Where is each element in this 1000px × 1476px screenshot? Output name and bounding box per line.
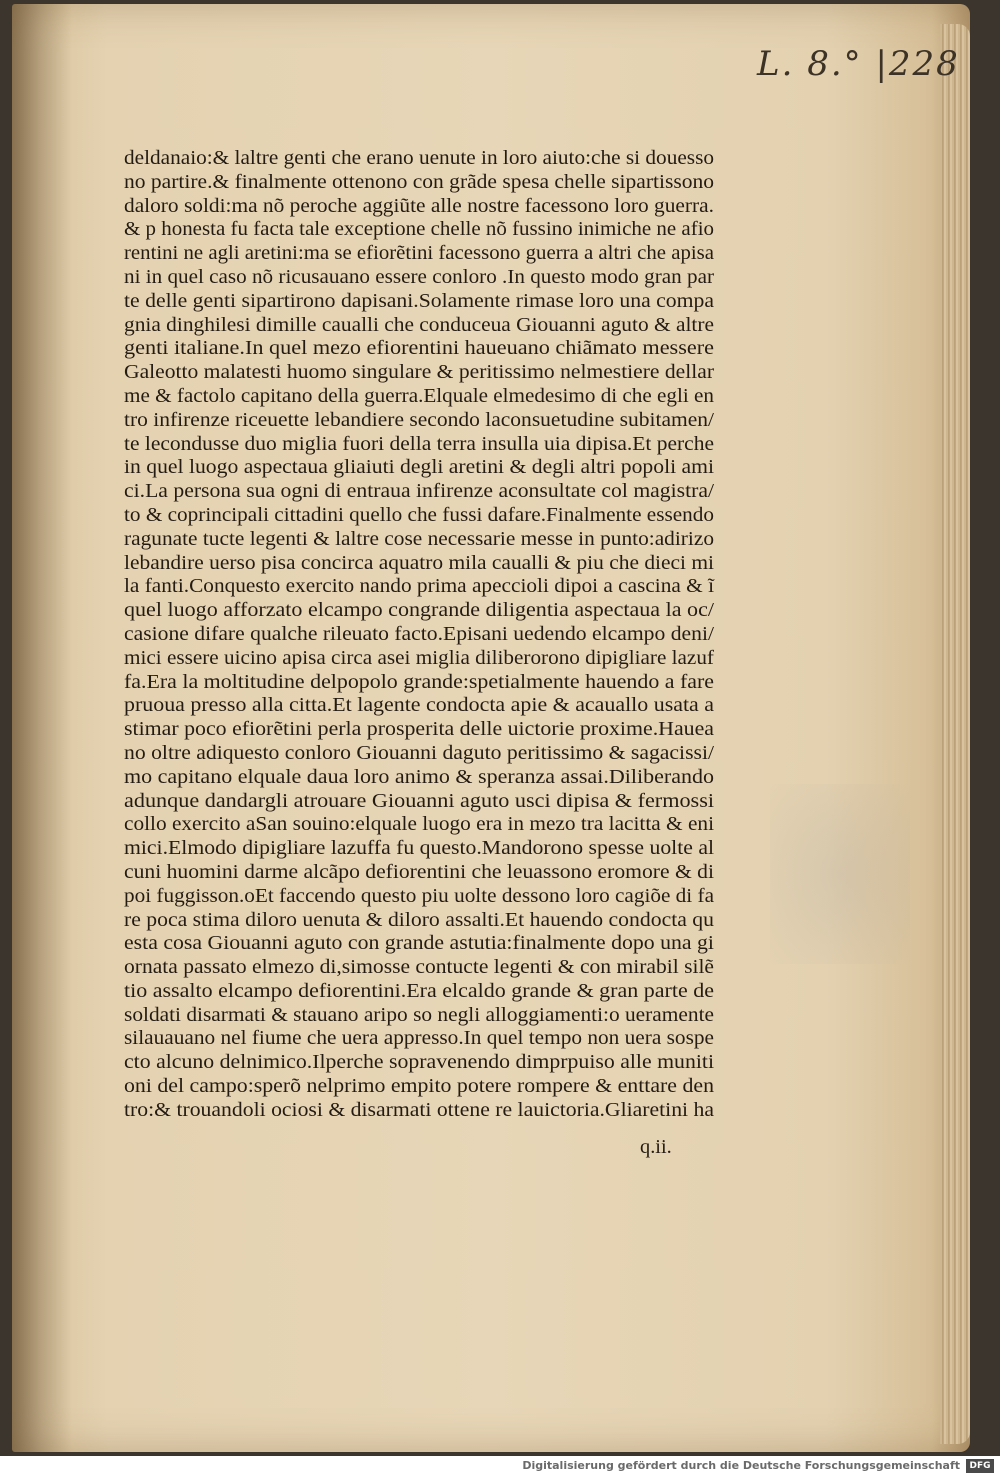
text-line: no partire.& finalmente ottenono con grãde spesa chelle sipartissono: [124, 170, 714, 193]
text-line: la fanti.Conquesto exercito nando prima apeccioli dipoi a cascina & ĩ: [124, 575, 714, 598]
text-line: soldati disarmati & stauano aripo so negli alloggiamenti:o ueramente: [124, 1003, 714, 1026]
text-line: gnia dinghilesi dimille caualli che conduceua Giouanni aguto & altre: [124, 313, 714, 336]
text-line: tro:& trouandoli ociosi & disarmati ottene re lauictoria.Gliaretini ha: [124, 1098, 714, 1121]
text-line: ragunate tucte legenti & laltre cose necessarie messe in punto:adirizo: [124, 527, 714, 550]
page-edges: [940, 24, 970, 1444]
text-line: daloro soldi:ma nõ peroche aggiũte alle nostre facessono loro guerra.: [124, 194, 714, 217]
text-line: to & coprincipali cittadini quello che fussi dafare.Finalmente essendo: [124, 503, 714, 526]
text-line: & p honesta fu facta tale exceptione chelle nõ fussino inimiche ne afio: [124, 218, 714, 241]
text-line: poi fuggisson.oEt faccendo questo piu uolte dessono loro cagiõe di fa: [124, 884, 714, 907]
text-line: Galeotto malatesti huomo singulare & peritissimo nelmestiere dellar: [124, 361, 714, 384]
paper-stain: [770, 784, 910, 964]
signature-mark: q.ii.: [640, 1136, 672, 1158]
text-line: me & factolo capitano della guerra.Elquale elmedesimo di che egli en: [124, 384, 714, 407]
text-line: deldanaio:& laltre genti che erano uenute in loro aiuto:che si douesso: [124, 147, 714, 169]
funding-note: Digitalisierung gefördert durch die Deutsche Forschungsgemeinschaft: [522, 1459, 960, 1472]
handwritten-shelfmark: L. 8.° |228: [757, 44, 960, 84]
text-line: ci.La persona sua ogni di entraua infirenze aconsultate col magistra/: [124, 480, 714, 503]
text-line: mici essere uicino apisa circa asei miglia diliberorono dipigliare lazuf: [124, 646, 714, 669]
spine-shadow: [12, 4, 72, 1452]
dfg-logo: DFG: [966, 1459, 994, 1473]
text-line: silauauano nel fiume che uera appresso.In quel tempo non uera sospe: [124, 1027, 714, 1050]
text-line: fa.Era la moltitudine delpopolo grande:spetialmente hauendo a fare: [124, 670, 714, 693]
text-line: esta cosa Giouanni aguto con grande astutia:finalmente dopo una gi: [124, 932, 714, 955]
text-line: pruoua presso alla citta.Et lagente condocta apie & acauallo usata a: [124, 694, 714, 717]
text-line: mici.Elmodo dipigliare lazuffa fu questo.Mandorono spesse uolte al: [124, 837, 714, 860]
text-line: te lecondusse duo miglia fuori della terra insulla uia dipisa.Et perche: [124, 432, 714, 455]
text-line: cuni huomini darme alcãpo defiorentini che leuassono eromore & di: [124, 860, 714, 883]
text-line: tio assalto elcampo defiorentini.Era elcaldo grande & gran parte de: [124, 979, 714, 1002]
text-line: re poca stima diloro uenuta & diloro assalti.Et hauendo condocta qu: [124, 908, 714, 931]
text-line: quel luogo afforzato elcampo congrande diligentia aspectaua la oc/: [124, 599, 714, 622]
text-line: adunque dandargli atrouare Giouanni aguto usci dipisa & fermossi: [124, 789, 714, 812]
text-line: ornata passato elmezo di,simosse contucte legenti & con mirabil silẽ: [124, 956, 714, 979]
text-line: no oltre adiquesto conloro Giouanni daguto peritissimo & sagacissi/: [124, 741, 714, 764]
footer-bar: [0, 1456, 1000, 1476]
text-line: mo capitano elquale daua loro animo & speranza assai.Diliberando: [124, 765, 714, 788]
text-block: [124, 147, 724, 1123]
text-line: genti italiane.In quel mezo efiorentini haueuano chiãmato messere: [124, 337, 714, 360]
text-line: casione difare qualche rileuato facto.Episani uedendo elcampo deni/: [124, 622, 714, 645]
text-line: tro infirenze riceuette lebandiere secondo laconsuetudine subitamen/: [124, 408, 714, 431]
text-line: in quel luogo aspectaua gliaiuti degli aretini & degli altri popoli ami: [124, 456, 714, 479]
text-line: cto alcuno delnimico.Ilperche sopravenendo dimprpuiso alle muniti: [124, 1051, 714, 1074]
text-line: lebandire uerso pisa concirca aquatro mila caualli & piu che dieci mi: [124, 551, 714, 574]
text-line: stimar poco efiorẽtini perla prosperita delle uictorie proxime.Hauea: [124, 718, 714, 741]
text-line: ni in quel caso nõ ricusauano essere conloro .In questo modo gran par: [124, 265, 714, 288]
text-line: te delle genti sipartirono dapisani.Solamente rimase loro una compa: [124, 289, 714, 312]
text-line: rentini ne agli aretini:ma se efiorẽtini facessono guerra a altri che apisa: [124, 242, 714, 265]
text-line: oni del campo:sperõ nelprimo empito potere rompere & enttare den: [124, 1075, 714, 1098]
text-line: collo exercito aSan souino:elquale luogo era in mezo tra lacitta & eni: [124, 813, 714, 836]
